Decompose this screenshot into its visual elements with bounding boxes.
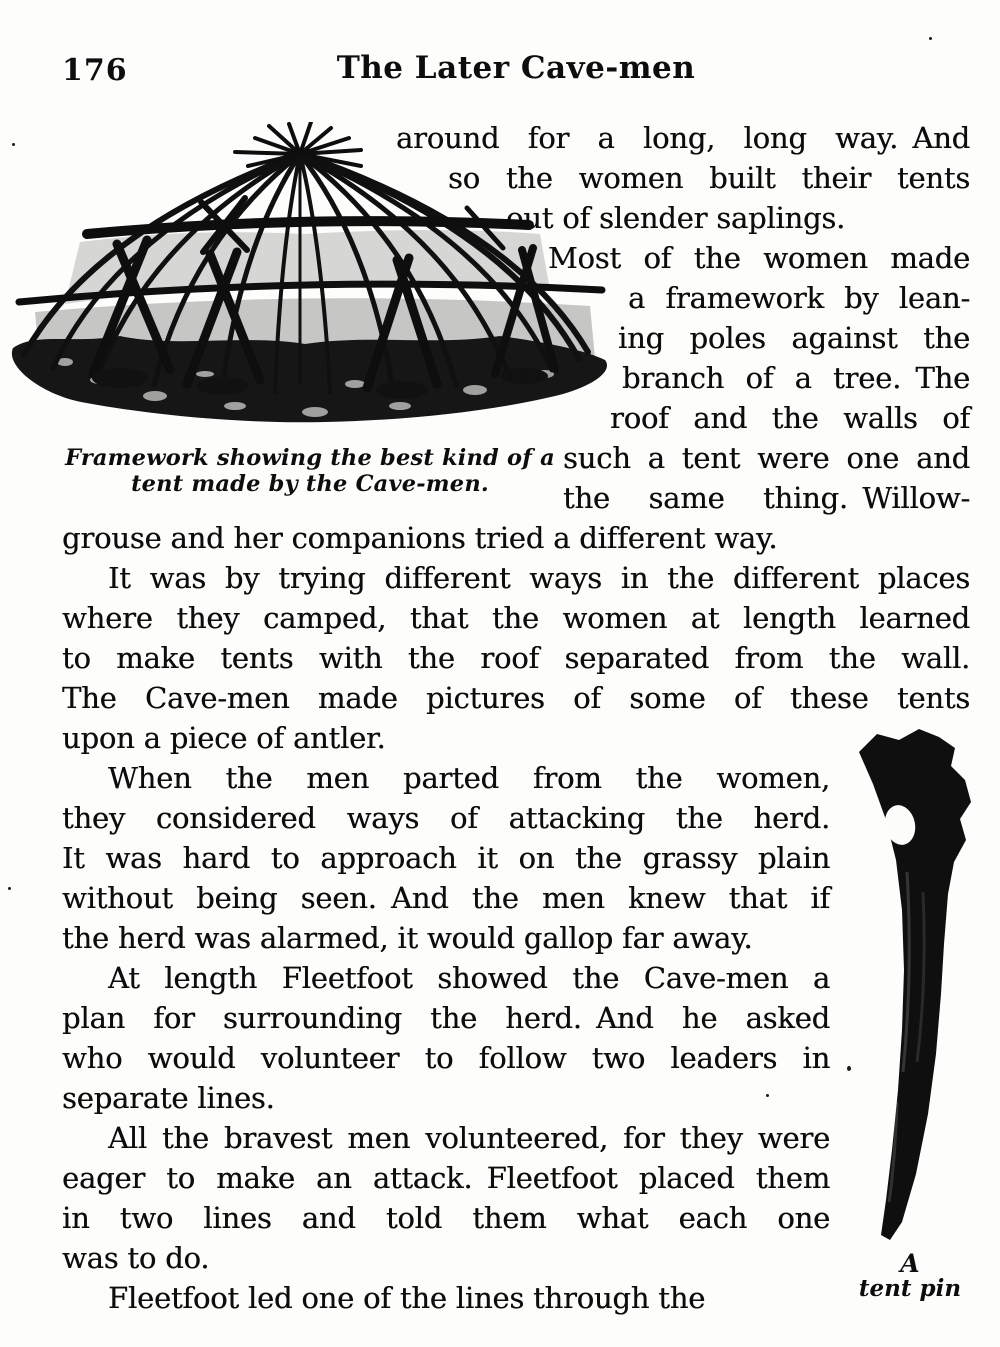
paragraph-p2: [62, 238, 970, 558]
text-line: upon a piece of antler.: [62, 721, 386, 755]
text-line: the herd was alarmed, it would gallop far away.: [62, 921, 753, 955]
text-line: ing poles against the: [618, 321, 970, 355]
paragraph-p3: [62, 558, 970, 758]
text-line: to make tents with the roof separated from the wall.: [62, 641, 970, 675]
text-line: All the bravest men volunteered, for they were: [108, 1121, 830, 1155]
text-line: Most of the women made: [548, 241, 970, 275]
text-line: Fleetfoot led one of the lines through the: [108, 1281, 706, 1315]
text-line: branch of a tree. The: [622, 361, 970, 395]
paragraph-p5: [62, 958, 830, 1118]
text-line: was to do.: [62, 1241, 210, 1275]
text-line: such a tent were one and: [563, 441, 970, 475]
text-line: separate lines.: [62, 1081, 275, 1115]
text-line: so the women built their tents: [448, 161, 970, 195]
scan-speck: [8, 887, 11, 890]
text-line: When the men parted from the women,: [108, 761, 830, 795]
scan-speck: [12, 143, 15, 146]
text-line: eager to make an attack. Fleetfoot placed them: [62, 1161, 830, 1195]
pin-caption-line-2: tent pin: [858, 1275, 962, 1302]
scan-speck: [766, 1094, 769, 1097]
paragraph-p4: [62, 758, 830, 958]
text-line: in two lines and told them what each one: [62, 1201, 830, 1235]
text-line: a framework by lean-: [628, 281, 970, 315]
text-line: out of slender saplings.: [506, 201, 846, 235]
text-line: plan for surrounding the herd. And he asked: [62, 1001, 830, 1035]
text-line: who would volunteer to follow two leaders in: [62, 1041, 830, 1075]
pin-caption-line-1: A: [900, 1249, 920, 1278]
paragraph-p7: [62, 1278, 830, 1318]
text-line: The Cave-men made pictures of some of these tents: [62, 681, 970, 715]
scan-speck: [847, 1066, 851, 1071]
text-line: the same thing. Willow-: [563, 481, 970, 515]
text-line: grouse and her companions tried a different way.: [62, 521, 778, 555]
text-line: they considered ways of attacking the herd.: [62, 801, 830, 835]
paragraph-p6: [62, 1118, 830, 1278]
text-line: without being seen. And the men knew that if: [62, 881, 830, 915]
running-title: The Later Cave-men: [336, 50, 696, 86]
text-line: where they camped, that the women at length learned: [62, 601, 970, 635]
body-text: [62, 118, 970, 1318]
scan-speck: [929, 37, 932, 40]
page-header: [62, 50, 970, 94]
tent-caption-line-1: Framework showing the best kind of a: [65, 445, 555, 471]
paragraph-p1: [62, 118, 970, 238]
text-line: roof and the walls of: [610, 401, 970, 435]
text-line: At length Fleetfoot showed the Cave-men a: [108, 961, 830, 995]
text-line: It was by trying different ways in the different places: [108, 561, 970, 595]
tent-caption-line-2: tent made by the Cave-men.: [131, 471, 489, 497]
text-line: It was hard to approach it on the grassy plain: [62, 841, 830, 875]
text-line: around for a long, long way. And: [396, 121, 970, 155]
page-number: 176: [62, 53, 128, 88]
